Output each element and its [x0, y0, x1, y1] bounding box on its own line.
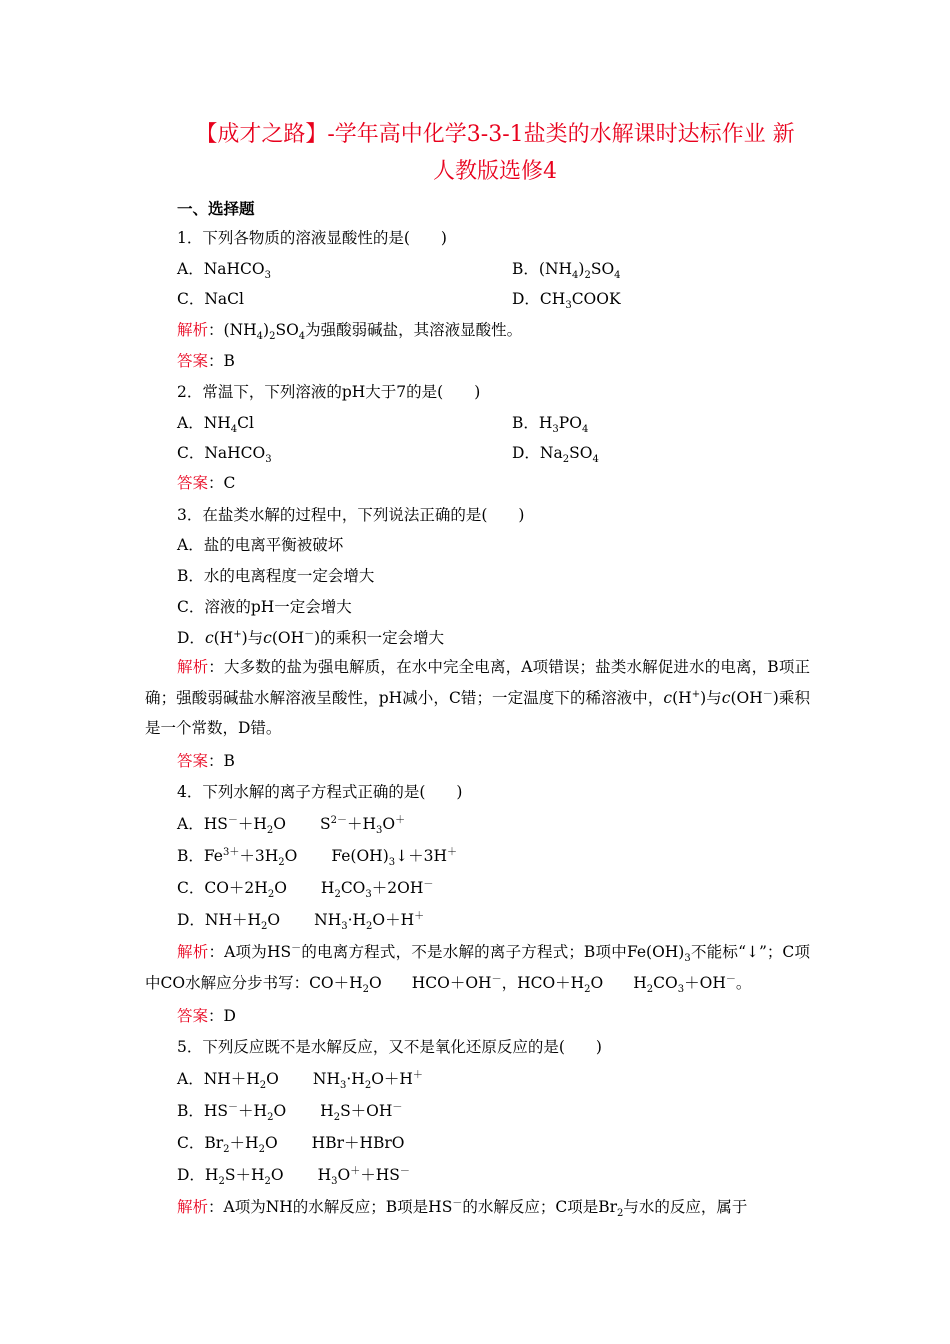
q4-option-a: A．$HS^-+H_2O$ $S^{2-}+H_3O^+$: [177, 814, 406, 837]
q1-option-b: B．$(NH_4)_2SO_4$: [512, 260, 621, 282]
q2-option-a: A．$NH_4Cl$: [177, 414, 254, 436]
q4-answer: 答案：D: [177, 1007, 236, 1025]
q2-answer: 答案：C: [177, 474, 236, 492]
q4-option-b: B．$Fe^{3+}+3H_2O$ $Fe(OH)_3↓+3H^+$: [177, 846, 457, 869]
q4-option-d: D．$NH+H_2O$ $NH_3\cdot H_2O+H^+$: [177, 910, 425, 933]
q3-option-c: C．溶液的pH一定会增大: [177, 598, 352, 616]
q3-option-a: A．盐的电离平衡被破坏: [177, 536, 344, 554]
q2-option-d: D．$Na_2SO_4$: [512, 444, 599, 466]
q3-option-d: D．c(H+)与c(OH－)的乘积一定会增大: [177, 628, 445, 647]
q5-option-c: C．$Br_2+H_2O$ HBr＋HBrO: [177, 1134, 405, 1156]
q4-stem: 4．下列水解的离子方程式正确的是( ): [177, 783, 463, 801]
q2-option-b: B．$H_3PO_4$: [512, 414, 589, 436]
document-title-line-2: 人教版选修4: [433, 159, 557, 184]
q4-option-c: C．$CO+2H_2O$ $H_2CO_3+2OH^-$: [177, 878, 434, 901]
q5-option-b: B．$HS^-+H_2O$ $H_2S+OH^-$: [177, 1101, 403, 1124]
q2-option-c: C．NaHCO$_3$: [177, 444, 272, 466]
q5-option-d: D．$H_2S+H_2O$ $H_3O^++HS^-$: [177, 1165, 410, 1188]
q1-option-c: C．NaCl: [177, 290, 244, 308]
q1-option-a: A．NaHCO$_3$: [177, 260, 271, 282]
q1-explanation: 解析：$(NH_4)_2SO_4$为强酸弱碱盐，其溶液显酸性。: [177, 321, 523, 343]
q5-explanation: 解析：A项为NH的水解反应；B项是HS－的水解反应；C项是$Br_2$与水的反应，属于: [177, 1197, 748, 1220]
q3-explanation: 解析：大多数的盐为强电解质，在水中完全电离，A项错误；盐类水解促进水的电离，B项正确；强酸弱碱盐水解溶液呈酸性，pH减小，C错；一定温度下的稀溶液中，c(H+)与c(OH－)乘积是一个常数，D错。: [145, 658, 810, 737]
q3-stem: 3．在盐类水解的过程中，下列说法正确的是( ): [177, 506, 525, 524]
document-title-line-1: 【成才之路】-学年高中化学3-3-1盐类的水解课时达标作业 新: [195, 122, 795, 147]
q1-option-d: D．$CH_3COOK$: [512, 290, 621, 312]
q1-stem: 1．下列各物质的溶液显酸性的是( ): [177, 229, 447, 247]
section-heading: 一、选择题: [177, 199, 255, 218]
q3-answer: 答案：B: [177, 752, 235, 770]
q4-explanation: 解析：A项为HS－的电离方程式，不是水解的离子方程式；B项中$Fe(OH)_3$不能标“↓”；C项中CO水解应分步书写：$CO+H_2O$ HCO＋OH－，$HCO+H_2O$ $H_2CO_3+OH^-$。: [145, 942, 810, 995]
q3-option-b: B．水的电离程度一定会增大: [177, 567, 375, 585]
q2-stem: 2．常温下，下列溶液的pH大于7的是( ): [177, 383, 481, 401]
q5-stem: 5．下列反应既不是水解反应，又不是氧化还原反应的是( ): [177, 1038, 602, 1056]
q1-answer: 答案：B: [177, 352, 235, 370]
q5-option-a: A．$NH+H_2O$ $NH_3\cdot H_2O+H^+$: [177, 1069, 423, 1092]
